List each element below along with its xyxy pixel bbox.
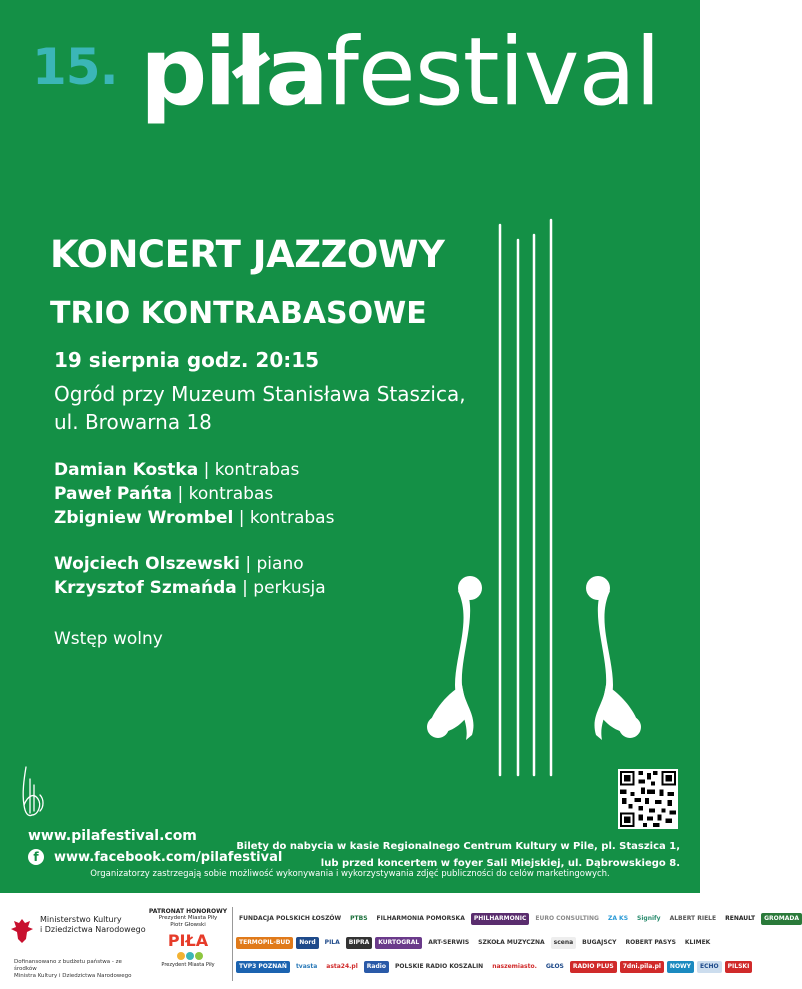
violin-strings-illustration (400, 215, 690, 775)
sponsor-logo: NOWY (667, 961, 694, 973)
sponsor-logo: tvasta (293, 961, 320, 973)
sponsor-logo: SZKOŁA MUZYCZNA (475, 937, 547, 949)
venue-line-1: Ogród przy Muzeum Stanisława Staszica, (54, 382, 466, 406)
sponsor-logo: FILHARMONIA POMORSKA (374, 913, 468, 925)
sponsor-logos (236, 907, 799, 979)
sponsor-logo: EURO CONSULTING (532, 913, 602, 925)
sponsor-logo: RADIO PLUS (570, 961, 617, 973)
performer-row: Paweł Pańta | kontrabas (54, 484, 274, 504)
festival-name-bold: piła (140, 18, 326, 127)
sponsor-logo: KURTOGRAL (375, 937, 422, 949)
sponsor-logo: 7dni.pila.pl (620, 961, 664, 973)
sponsor-logo: Nord (296, 937, 318, 949)
sponsor-row-1 (236, 907, 799, 931)
performer-row: Damian Kostka | kontrabas (54, 460, 300, 480)
sponsor-logo: TERMOPIL-BUD (236, 937, 293, 949)
sponsor-logo: FUNDACJA POLSKICH ŁOSZÓW (236, 913, 344, 925)
sponsor-logo: PILSKI (725, 961, 753, 973)
sponsor-logo: GROMADA (761, 913, 802, 925)
ticket-info: Bilety do nabycia w kasie Regionalnego Centrum Kultury w Pile, pl. Staszica 1, lub przed koncertem w foyer Sali Miejskiej, ul. Dąbrowskiego 8. (236, 841, 680, 869)
sponsor-logo: scena (551, 937, 577, 949)
concert-title: KONCERT JAZZOWY (50, 233, 445, 276)
event-venue (54, 380, 466, 436)
festival-name-light: festival (325, 18, 661, 127)
sponsor-logo: ECHO (697, 961, 722, 973)
performer-row: Krzysztof Szmańda | perkusja (54, 578, 326, 598)
sponsor-logo: asta24.pl (323, 961, 361, 973)
sponsor-logo: ALBERT RIELE (667, 913, 720, 925)
website-link[interactable]: www.pilafestival.com (28, 828, 197, 844)
ministry-name: Ministerstwo Kultury i Dziedzictwa Narodowego (40, 915, 146, 934)
sponsors-footer (0, 893, 799, 989)
sponsor-logo: RENAULT (722, 913, 758, 925)
sponsor-logo: TVP3 POZNAŃ (236, 961, 290, 973)
sponsor-logo: BUGAJSCY (579, 937, 619, 949)
performer-row: Wojciech Olszewski | piano (54, 554, 304, 574)
sponsor-logo: KLIMEK (682, 937, 713, 949)
venue-line-2: ul. Browarna 18 (54, 410, 212, 434)
sponsor-logo: Signify (634, 913, 664, 925)
festival-edition-number: 15. (32, 38, 118, 96)
sponsor-row-2 (236, 931, 711, 955)
signature-icon (18, 765, 48, 823)
performer-row: Zbigniew Wrombel | kontrabas (54, 508, 335, 528)
performers-bass (54, 458, 334, 530)
sponsor-logo: ZA KS (605, 913, 631, 925)
photo-disclaimer: Organizatorzy zastrzegają sobie możliwość wykonywania i wykorzystywania zdjęć publiczności do celów marketingowych. (90, 869, 610, 879)
sponsor-logo: PILA (322, 937, 343, 949)
free-entry-note: Wstęp wolny (54, 629, 163, 649)
event-date: 19 sierpnia godz. 20:15 (54, 348, 320, 372)
sponsor-logo: PTBS (347, 913, 370, 925)
ministry-funding-note: Dofinansowano z budżetu państwa - ze środków Ministra Kultury i Dziedzictwa Narodowego (14, 959, 132, 979)
facebook-icon: f (28, 849, 44, 865)
footer-divider (232, 907, 233, 981)
pila-500-logo: PIŁA (163, 932, 213, 962)
facebook-url: www.facebook.com/pilafestival (54, 849, 283, 865)
sponsor-logo: ROBERT PASYS (623, 937, 679, 949)
sponsor-logo: BIPRA (346, 937, 372, 949)
concert-subtitle: TRIO KONTRABASOWE (50, 296, 427, 331)
sponsor-logo: POLSKIE RADIO KOSZALIN (392, 961, 486, 973)
sponsor-logo: ART-SERWIS (425, 937, 472, 949)
eagle-emblem-icon (10, 917, 34, 945)
sponsor-logo: GŁOS (543, 961, 567, 973)
sponsor-logo: Radio (364, 961, 389, 973)
sponsor-logo: naszemiasto. (489, 961, 540, 973)
performers-guests (54, 552, 326, 600)
sponsor-logo: PHILHARMONIC (471, 913, 530, 925)
honorary-patronage: PATRONAT HONOROWY Prezydent Miasta Piły Piotr Głowski PIŁA Prezydent Miasta Piły (148, 908, 228, 968)
qr-code[interactable] (618, 769, 678, 829)
sponsor-row-3 (236, 955, 750, 979)
festival-logo-text (140, 18, 661, 127)
